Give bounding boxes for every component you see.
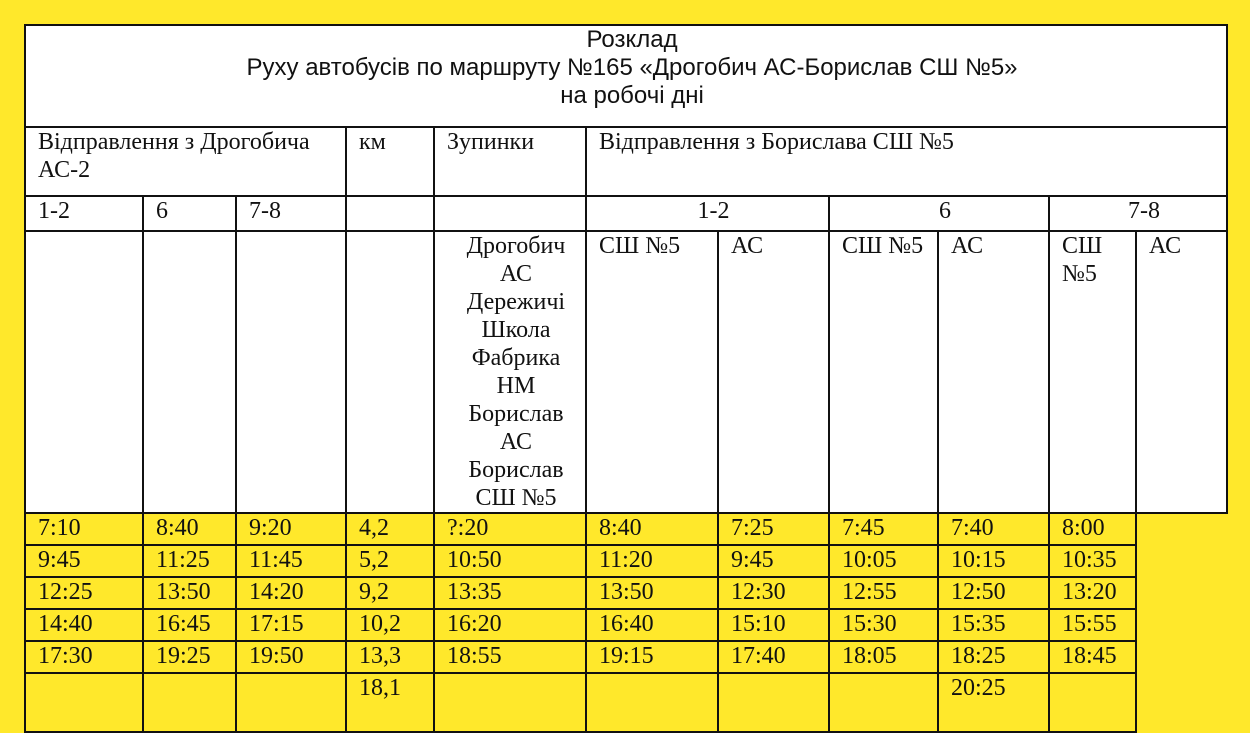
title-line-2: Руху автобусів по маршруту №165 «Дрогобич АС-Борислав СШ №5» (246, 54, 1018, 81)
stop-line: Дережичі (466, 289, 566, 315)
title-line-3: на робочі дні (560, 82, 704, 109)
depart-boryslav-7-8-station (1049, 673, 1136, 732)
depart-boryslav-6-station (829, 673, 938, 732)
schedule-table (24, 24, 1228, 733)
depart-drohobych-1-2: 17:30 (25, 641, 143, 673)
stop-line: СШ №5 (475, 485, 557, 511)
depart-boryslav-7-8-school: 15:35 (938, 609, 1049, 641)
stop-line: Школа (481, 317, 551, 343)
title-block (25, 25, 1227, 127)
depart-drohobych-6: 8:40 (143, 513, 236, 545)
header-stops: Зупинки (434, 127, 586, 196)
time-row (25, 577, 1227, 609)
depart-drohobych-1-2: 12:25 (25, 577, 143, 609)
depart-boryslav-6-station: 18:05 (829, 641, 938, 673)
depart-drohobych-6: 16:45 (143, 609, 236, 641)
empty-cell (346, 231, 434, 513)
depart-boryslav-1-2-station: 13:50 (586, 577, 718, 609)
day-group-left: 7-8 (236, 196, 346, 231)
depart-drohobych-7-8 (236, 673, 346, 732)
depart-drohobych-1-2: 9:45 (25, 545, 143, 577)
km-value: 5,2 (346, 545, 434, 577)
header-from-drohobych: Відправлення з Дрогобича АС-2 (25, 127, 346, 196)
depart-boryslav-7-8-school: 18:25 (938, 641, 1049, 673)
depart-boryslav-7-8-station: 15:55 (1049, 609, 1136, 641)
day-group-right: 1-2 (586, 196, 829, 231)
subheader-school: СШ №5 (829, 231, 938, 513)
km-value: 9,2 (346, 577, 434, 609)
stop-line: Дрогобич (466, 233, 566, 259)
depart-boryslav-7-8-station: 8:00 (1049, 513, 1136, 545)
day-group-left: 1-2 (25, 196, 143, 231)
depart-boryslav-6-station: 7:45 (829, 513, 938, 545)
depart-boryslav-7-8-station: 10:35 (1049, 545, 1136, 577)
depart-boryslav-7-8-station: 13:20 (1049, 577, 1136, 609)
depart-drohobych-7-8: 11:45 (236, 545, 346, 577)
subheader-school: СШ №5 (586, 231, 718, 513)
time-row (25, 513, 1227, 545)
km-value: 10,2 (346, 609, 434, 641)
depart-boryslav-1-2-school: 13:35 (434, 577, 586, 609)
header-from-boryslav: Відправлення з Борислава СШ №5 (586, 127, 1227, 196)
depart-drohobych-7-8: 14:20 (236, 577, 346, 609)
depart-boryslav-7-8-school: 7:40 (938, 513, 1049, 545)
stop-line: Борислав (468, 401, 564, 427)
depart-boryslav-7-8-school: 20:25 (938, 673, 1049, 732)
title-line-1: Розклад (586, 26, 678, 53)
day-group-right: 6 (829, 196, 1049, 231)
depart-boryslav-6-station: 15:30 (829, 609, 938, 641)
subheader-station: АС (718, 231, 829, 513)
depart-boryslav-1-2-school: 18:55 (434, 641, 586, 673)
depart-drohobych-6: 11:25 (143, 545, 236, 577)
depart-boryslav-6-station: 10:05 (829, 545, 938, 577)
subheader-school: СШ №5 (1049, 231, 1136, 513)
depart-boryslav-6-school: 12:30 (718, 577, 829, 609)
time-row (25, 545, 1227, 577)
depart-boryslav-6-school: 17:40 (718, 641, 829, 673)
depart-boryslav-1-2-school: 16:20 (434, 609, 586, 641)
depart-drohobych-6 (143, 673, 236, 732)
time-row (25, 641, 1227, 673)
km-value: 4,2 (346, 513, 434, 545)
depart-boryslav-1-2-station: 11:20 (586, 545, 718, 577)
depart-boryslav-7-8-station: 18:45 (1049, 641, 1136, 673)
schedule-sheet (24, 24, 1226, 701)
empty-cell (236, 231, 346, 513)
depart-boryslav-1-2-station: 16:40 (586, 609, 718, 641)
depart-boryslav-1-2-school (434, 673, 586, 732)
empty-cell (25, 231, 143, 513)
depart-boryslav-1-2-station: 19:15 (586, 641, 718, 673)
stop-line: АС (499, 261, 533, 287)
depart-boryslav-6-school: 7:25 (718, 513, 829, 545)
depart-boryslav-1-2-station (586, 673, 718, 732)
km-value: 13,3 (346, 641, 434, 673)
depart-boryslav-6-station: 12:55 (829, 577, 938, 609)
depart-boryslav-6-school (718, 673, 829, 732)
depart-drohobych-6: 13:50 (143, 577, 236, 609)
depart-boryslav-1-2-school: ?:20 (434, 513, 586, 545)
empty-cell (346, 196, 434, 231)
depart-boryslav-6-school: 15:10 (718, 609, 829, 641)
header-km: км (346, 127, 434, 196)
stop-line: НМ (496, 373, 536, 399)
depart-drohobych-6: 19:25 (143, 641, 236, 673)
subheader-station: АС (1136, 231, 1227, 513)
depart-boryslav-6-school: 9:45 (718, 545, 829, 577)
depart-boryslav-1-2-school: 10:50 (434, 545, 586, 577)
stops-list (434, 231, 586, 513)
day-group-right: 7-8 (1049, 196, 1227, 231)
depart-drohobych-7-8: 9:20 (236, 513, 346, 545)
time-row (25, 673, 1227, 732)
stop-line: АС (499, 429, 533, 455)
empty-cell (434, 196, 586, 231)
km-value: 18,1 (346, 673, 434, 732)
depart-boryslav-1-2-station: 8:40 (586, 513, 718, 545)
depart-drohobych-1-2: 7:10 (25, 513, 143, 545)
depart-drohobych-7-8: 17:15 (236, 609, 346, 641)
depart-boryslav-7-8-school: 12:50 (938, 577, 1049, 609)
subheader-station: АС (938, 231, 1049, 513)
day-group-left: 6 (143, 196, 236, 231)
empty-cell (143, 231, 236, 513)
stop-line: Борислав (468, 457, 564, 483)
depart-drohobych-7-8: 19:50 (236, 641, 346, 673)
depart-drohobych-1-2 (25, 673, 143, 732)
stop-line: Фабрика (471, 345, 561, 371)
depart-boryslav-7-8-school: 10:15 (938, 545, 1049, 577)
depart-drohobych-1-2: 14:40 (25, 609, 143, 641)
time-row (25, 609, 1227, 641)
